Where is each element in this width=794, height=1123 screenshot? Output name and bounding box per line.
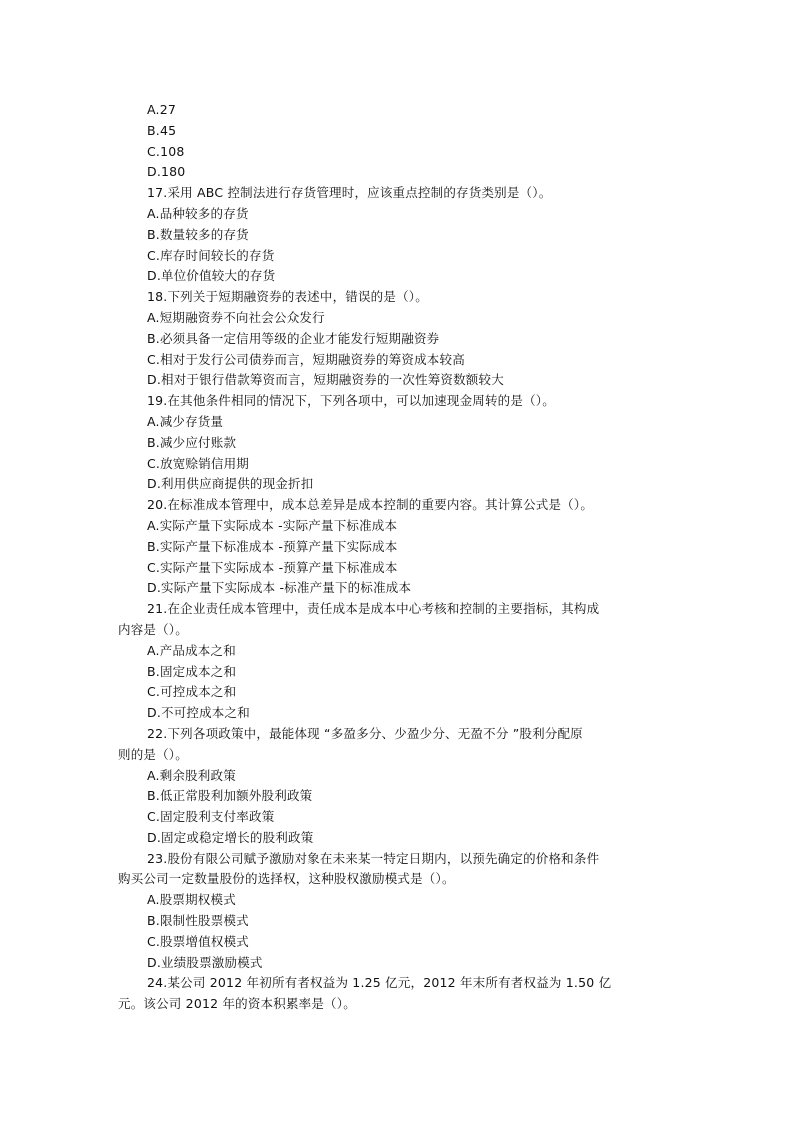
question-stem: 20.在标准成本管理中，成本总差异是成本控制的重要内容。其计算公式是（）。 [147,497,594,513]
answer-option: B.减少应付账款 [147,434,237,450]
answer-option: B.必须具备一定信用等级的企业才能发行短期融资券 [147,330,440,346]
question-stem-continuation: 则的是（）。 [118,746,188,762]
answer-option: A.实际产量下实际成本 -实际产量下标准成本 [147,517,398,533]
answer-option: C.108 [147,143,185,159]
answer-option: D.实际产量下实际成本 -标准产量下的标准成本 [147,580,412,596]
answer-option: C.库存时间较长的存货 [147,247,275,263]
question-stem: 24.某公司 2012 年初所有者权益为 1.25 亿元，2012 年末所有者权益为 1.50 亿 [147,975,612,991]
answer-option: C.可控成本之和 [147,684,237,700]
answer-option: D.业绩股票激励模式 [147,954,263,970]
answer-option: C.实际产量下实际成本 -预算产量下标准成本 [147,559,398,575]
answer-option: B.实际产量下标准成本 -预算产量下实际成本 [147,538,398,554]
answer-option: D.利用供应商提供的现金折扣 [147,476,314,492]
answer-option: B.数量较多的存货 [147,226,249,242]
answer-option: B.45 [147,122,177,138]
answer-option: A.股票期权模式 [147,892,236,908]
answer-option: B.限制性股票模式 [147,913,249,929]
answer-option: B.固定成本之和 [147,663,237,679]
question-stem-continuation: 内容是（）。 [118,621,188,637]
answer-option: A.短期融资券不向社会公众发行 [147,309,325,325]
question-stem: 21.在企业责任成本管理中，责任成本是成本中心考核和控制的主要指标，其构成 [147,601,600,617]
question-stem: 19.在其他条件相同的情况下，下列各项中，可以加速现金周转的是（）。 [147,393,555,409]
answer-option: A.减少存货量 [147,413,224,429]
question-stem: 23.股份有限公司赋予激励对象在未来某一特定日期内，以预先确定的价格和条件 [147,850,600,866]
answer-option: A.产品成本之和 [147,642,236,658]
answer-option: D.不可控成本之和 [147,705,250,721]
answer-option: C.固定股利支付率政策 [147,809,275,825]
question-list [118,100,678,1015]
question-stem: 22.下列各项政策中，最能体现 “多盈多分、少盈少分、无盈不分 ”股利分配原 [147,725,583,741]
question-stem: 17.采用 ABC 控制法进行存货管理时，应该重点控制的存货类别是（）。 [147,185,552,201]
answer-option: C.股票增值权模式 [147,933,250,949]
answer-option: A.品种较多的存货 [147,205,249,221]
answer-option: A.剩余股利政策 [147,767,236,783]
answer-option: A.27 [147,102,177,117]
question-stem: 18.下列关于短期融资券的表述中，错误的是（）。 [147,289,428,305]
question-stem-continuation: 元。该公司 2012 年的资本积累率是（）。 [118,996,356,1012]
answer-option: D.固定或稳定增长的股利政策 [147,829,314,845]
answer-option: D.相对于银行借款筹资而言，短期融资券的一次性筹资数额较大 [147,372,504,388]
answer-option: D.180 [147,164,186,180]
answer-option: C.放宽赊销信用期 [147,455,250,471]
answer-option: D.单位价值较大的存货 [147,268,276,284]
answer-option: B.低正常股利加额外股利政策 [147,788,313,804]
answer-option: C.相对于发行公司债券而言，短期融资券的筹资成本较高 [147,351,465,367]
question-stem-continuation: 购买公司一定数量股份的选择权，这种股权激励模式是（）。 [118,871,455,887]
